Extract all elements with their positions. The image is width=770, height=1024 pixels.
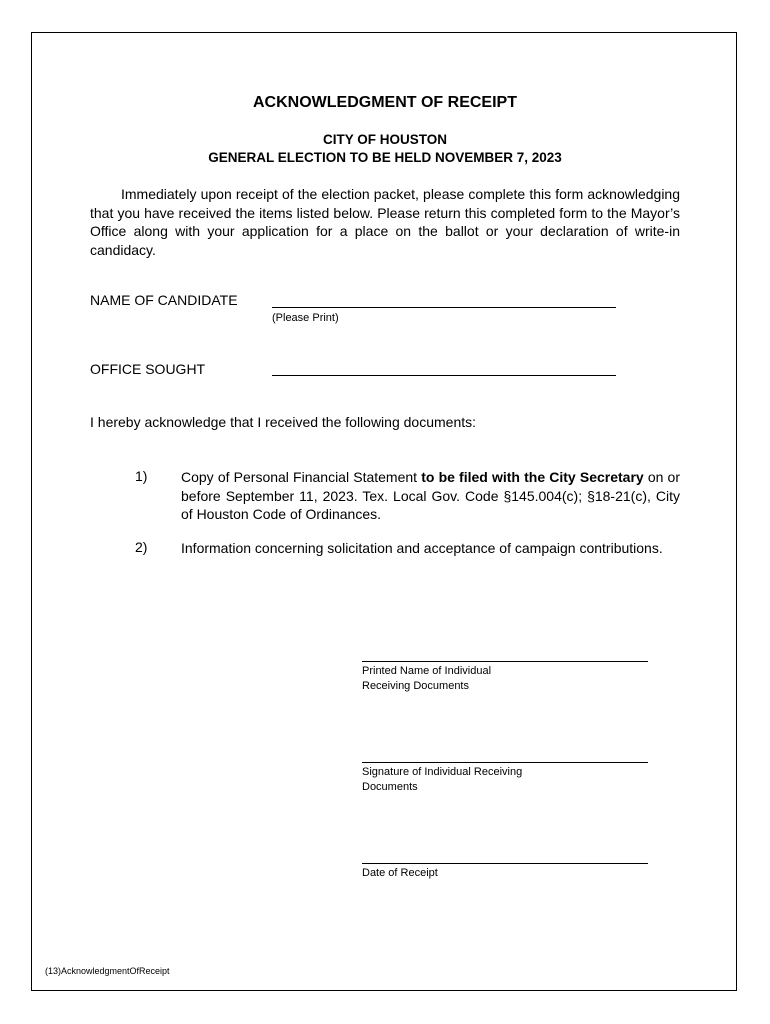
acknowledgement-statement: I hereby acknowledge that I received the following documents: — [90, 414, 477, 430]
printed-name-label-line2: Receiving Documents — [362, 680, 469, 692]
signature-label-line1: Signature of Individual Receiving — [362, 766, 523, 778]
please-print-hint: (Please Print) — [272, 312, 339, 324]
list-item — [181, 468, 680, 524]
list-item: Information concerning solicitation and acceptance of campaign contributions. — [181, 540, 663, 556]
election-heading: GENERAL ELECTION TO BE HELD NOVEMBER 7, 2023 — [208, 150, 562, 165]
document-title: ACKNOWLEDGMENT OF RECEIPT — [253, 94, 517, 111]
name-of-candidate-label: NAME OF CANDIDATE — [90, 292, 238, 308]
item-text: Copy of Personal Financial Statement — [181, 469, 422, 485]
city-heading: CITY OF HOUSTON — [322, 132, 447, 147]
item-text-continued: on or before September 11, 2023. Tex. Local Gov. Code §145.004(c); §18-21(c), City of Houston Code of Ordinances. — [181, 469, 681, 522]
signature-label-line2: Documents — [362, 781, 418, 793]
printed-name-field[interactable] — [362, 643, 648, 661]
date-of-receipt-line — [362, 863, 648, 864]
date-of-receipt-label: Date of Receipt — [362, 867, 438, 879]
printed-name-line — [362, 661, 648, 662]
office-sought-label: OFFICE SOUGHT — [90, 361, 206, 377]
date-of-receipt-field[interactable] — [362, 845, 648, 863]
candidate-name-field[interactable] — [272, 289, 616, 307]
printed-name-label-line1: Printed Name of Individual — [362, 665, 492, 677]
signature-label — [362, 765, 522, 795]
signature-field[interactable] — [362, 744, 648, 762]
form-footer-id: (13)AcknowledgmentOfReceipt — [45, 966, 170, 976]
item-number: 1) — [135, 468, 148, 484]
item-text-bold: to be filed with the City Secretary — [421, 469, 644, 485]
office-sought-field[interactable] — [272, 357, 616, 375]
printed-name-label — [362, 664, 491, 694]
signature-line — [362, 762, 648, 763]
item-number: 2) — [135, 539, 148, 555]
candidate-name-line — [272, 307, 616, 308]
office-sought-line — [272, 375, 616, 376]
intro-paragraph: Immediately upon receipt of the election packet, please complete this form acknowledging that you have received the items listed below. Please return this completed form to the Mayor’s Office along with your application for a place on the ballot or your declaration of write-in candidacy. — [90, 186, 680, 258]
